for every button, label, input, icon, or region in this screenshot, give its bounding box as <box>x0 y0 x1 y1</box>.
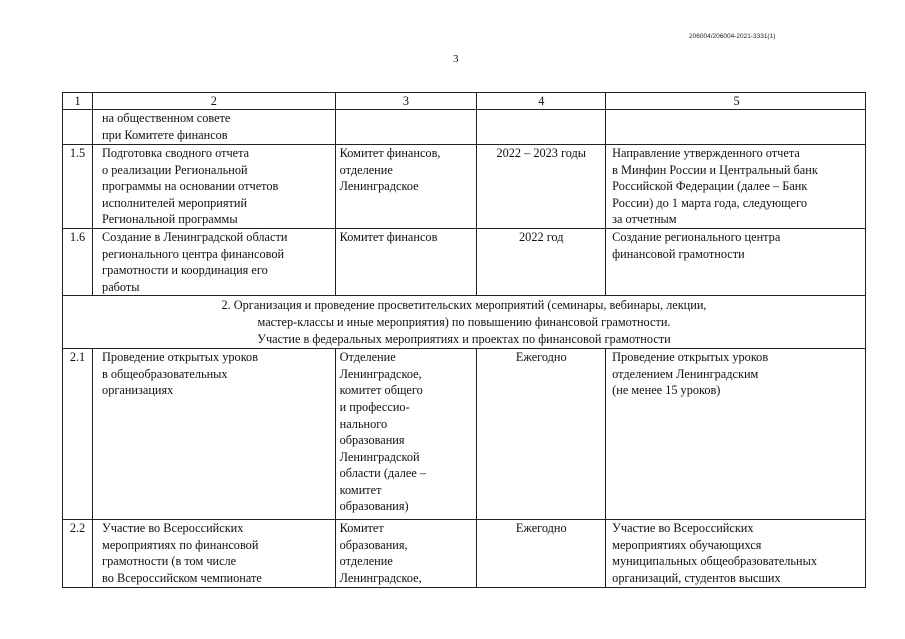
header-cell-2: 2 <box>93 93 336 110</box>
table-row <box>63 145 866 229</box>
header-cell-3: 3 <box>335 93 477 110</box>
section-heading: 2. Организация и проведение просветительских мероприятий (семинары, вебинары, лекции, мастер-классы и иные мероприятия) по повышению финансовой грамотности. Участие в федеральных мероприятиях и проектах по финансовой грамотности <box>63 296 866 349</box>
row-executor: Комитет образования, отделение Ленинградское, <box>335 520 477 587</box>
row-number: 2.1 <box>63 349 93 520</box>
row-activity: Проведение открытых уроков в общеобразовательных организациях <box>93 349 336 520</box>
row-result: Направление утвержденного отчета в Минфин России и Центральный банк Российской Федерации (далее – Банк России) до 1 марта года, следующего за отчетным <box>606 145 866 229</box>
program-table <box>62 92 866 588</box>
header-cell-1: 1 <box>63 93 93 110</box>
row-period <box>477 110 606 145</box>
table-row <box>63 349 866 520</box>
document-id: 206004/206004-2021-3331(1) <box>689 33 776 40</box>
table-row <box>63 110 866 145</box>
row-number: 1.5 <box>63 145 93 229</box>
row-activity: Подготовка сводного отчета о реализации Региональной программы на основании отчетов исполнителей мероприятий Региональной программы <box>93 145 336 229</box>
row-number: 1.6 <box>63 228 93 295</box>
page-number: 3 <box>453 53 459 65</box>
row-period: Ежегодно <box>477 520 606 587</box>
header-cell-5: 5 <box>606 93 866 110</box>
row-executor <box>335 110 477 145</box>
row-executor: Комитет финансов, отделение Ленинградское <box>335 145 477 229</box>
row-period: Ежегодно <box>477 349 606 520</box>
row-result: Создание регионального центра финансовой грамотности <box>606 228 866 295</box>
row-number <box>63 110 93 145</box>
header-cell-4: 4 <box>477 93 606 110</box>
row-result <box>606 110 866 145</box>
table-row <box>63 520 866 587</box>
section-heading-row <box>63 296 866 349</box>
row-executor: Комитет финансов <box>335 228 477 295</box>
row-activity: на общественном совете при Комитете финансов <box>93 110 336 145</box>
row-activity: Участие во Всероссийских мероприятиях по финансовой грамотности (в том числе во Всероссийском чемпионате <box>93 520 336 587</box>
table-header-row <box>63 93 866 110</box>
row-number: 2.2 <box>63 520 93 587</box>
row-period: 2022 – 2023 годы <box>477 145 606 229</box>
row-result: Проведение открытых уроков отделением Ленинградским (не менее 15 уроков) <box>606 349 866 520</box>
row-activity: Создание в Ленинградской области регионального центра финансовой грамотности и координация его работы <box>93 228 336 295</box>
table-row <box>63 228 866 295</box>
row-period: 2022 год <box>477 228 606 295</box>
row-result: Участие во Всероссийских мероприятиях обучающихся муниципальных общеобразовательных организаций, студентов высших <box>606 520 866 587</box>
row-executor: Отделение Ленинградское, комитет общего и профессио- нального образования Ленинградской области (далее – комитет образования) <box>335 349 477 520</box>
